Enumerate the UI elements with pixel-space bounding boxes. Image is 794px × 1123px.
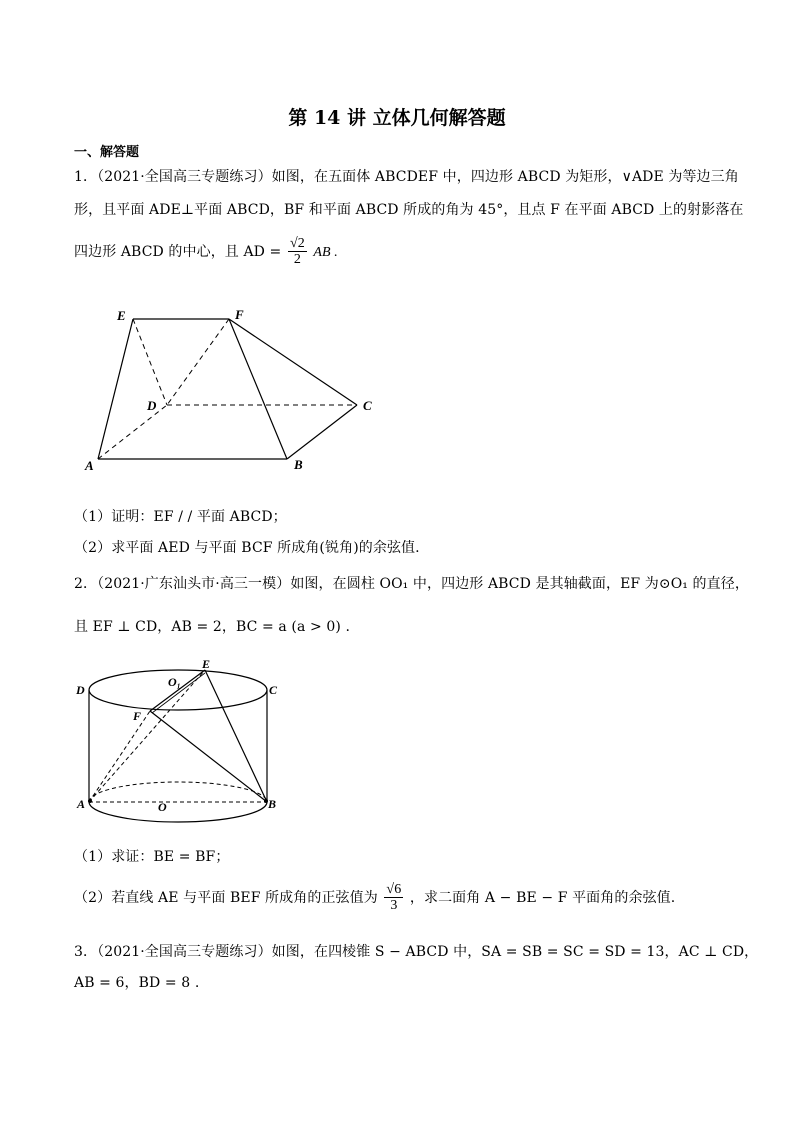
q1-part-2: （2）求平面 AED 与平面 BCF 所成角(锐角)的余弦值. bbox=[74, 540, 420, 556]
fig1-label-d: D bbox=[147, 398, 157, 413]
page-title: 第 14 讲 立体几何解答题 bbox=[288, 107, 506, 129]
q2-part-2-post: ，求二面角 A − BE − F 平面角的余弦值. bbox=[409, 889, 676, 906]
fig2-label-d: D bbox=[76, 683, 85, 697]
q2-part-2 bbox=[74, 882, 675, 914]
fig2-label-f: F bbox=[133, 709, 142, 723]
q2-fraction-numerator: √6 bbox=[386, 882, 402, 897]
fig2-label-o: O bbox=[158, 800, 167, 814]
point-a bbox=[88, 799, 92, 803]
fig1-label-b: B bbox=[294, 457, 303, 472]
fig2-label-a: A bbox=[77, 797, 86, 811]
q1-fraction-denominator: 2 bbox=[293, 252, 301, 268]
q2-part-1: （1）求证：BE = BF； bbox=[74, 849, 230, 865]
q1-part-1: （1）证明：EF / / 平面 ABCD； bbox=[74, 509, 287, 525]
q1-line-1: 1．（2021·全国高三专题练习）如图，在五面体 ABCDEF 中，四边形 ABCD 为矩形，∨ADE 为等边三角 bbox=[74, 169, 739, 185]
q1-fraction-numerator: √2 bbox=[289, 236, 305, 251]
q2-fraction bbox=[384, 882, 403, 914]
fig1-label-c: C bbox=[363, 398, 372, 413]
bottom-arc-front bbox=[89, 802, 267, 822]
fig1-label-a: A bbox=[85, 458, 94, 473]
q2-part-2-pre: （2）若直线 AE 与平面 BEF 所成角的正弦值为 bbox=[74, 889, 378, 906]
q2-fraction-denominator: 3 bbox=[390, 898, 398, 914]
fig2-label-c: C bbox=[269, 683, 278, 697]
fig2-label-o1: O₁ bbox=[168, 675, 181, 689]
segment-bf bbox=[150, 711, 267, 802]
q1-line-3-post: AB . bbox=[313, 244, 338, 260]
q1-line-2: 形，且平面 ADE⊥平面 ABCD，BF 和平面 ABCD 所成的角为 45°，且点 F 在平面 ABCD 上的射影落在 bbox=[74, 202, 744, 218]
segment-af-hidden bbox=[89, 711, 150, 802]
fig1-label-e: E bbox=[117, 308, 126, 323]
fig1-label-f: F bbox=[235, 307, 244, 322]
fig2-label-b: B bbox=[268, 797, 277, 811]
segment-be bbox=[205, 670, 267, 802]
section-heading: 一、解答题 bbox=[74, 145, 140, 160]
q2-line-2: 且 EF ⊥ CD，AB = 2，BC = a (a > 0) . bbox=[74, 619, 351, 635]
q3-line-1: 3．（2021·全国高三专题练习）如图，在四棱锥 S − ABCD 中，SA = SB = SC = SD = 13，AC ⊥ CD， bbox=[74, 944, 759, 960]
q1-line-3-pre: 四边形 ABCD 的中心，且 AD = bbox=[74, 243, 282, 260]
q2-line-1: 2．（2021·广东汕头市·高三一模）如图，在圆柱 OO₁ 中，四边形 ABCD 是其轴截面，EF 为⊙O₁ 的直径， bbox=[74, 576, 749, 592]
bottom-arc-back bbox=[89, 782, 267, 802]
q3-line-2: AB = 6，BD = 8 . bbox=[74, 975, 200, 991]
segment-ae-hidden bbox=[89, 670, 205, 802]
fig2-label-e: E bbox=[202, 657, 211, 671]
